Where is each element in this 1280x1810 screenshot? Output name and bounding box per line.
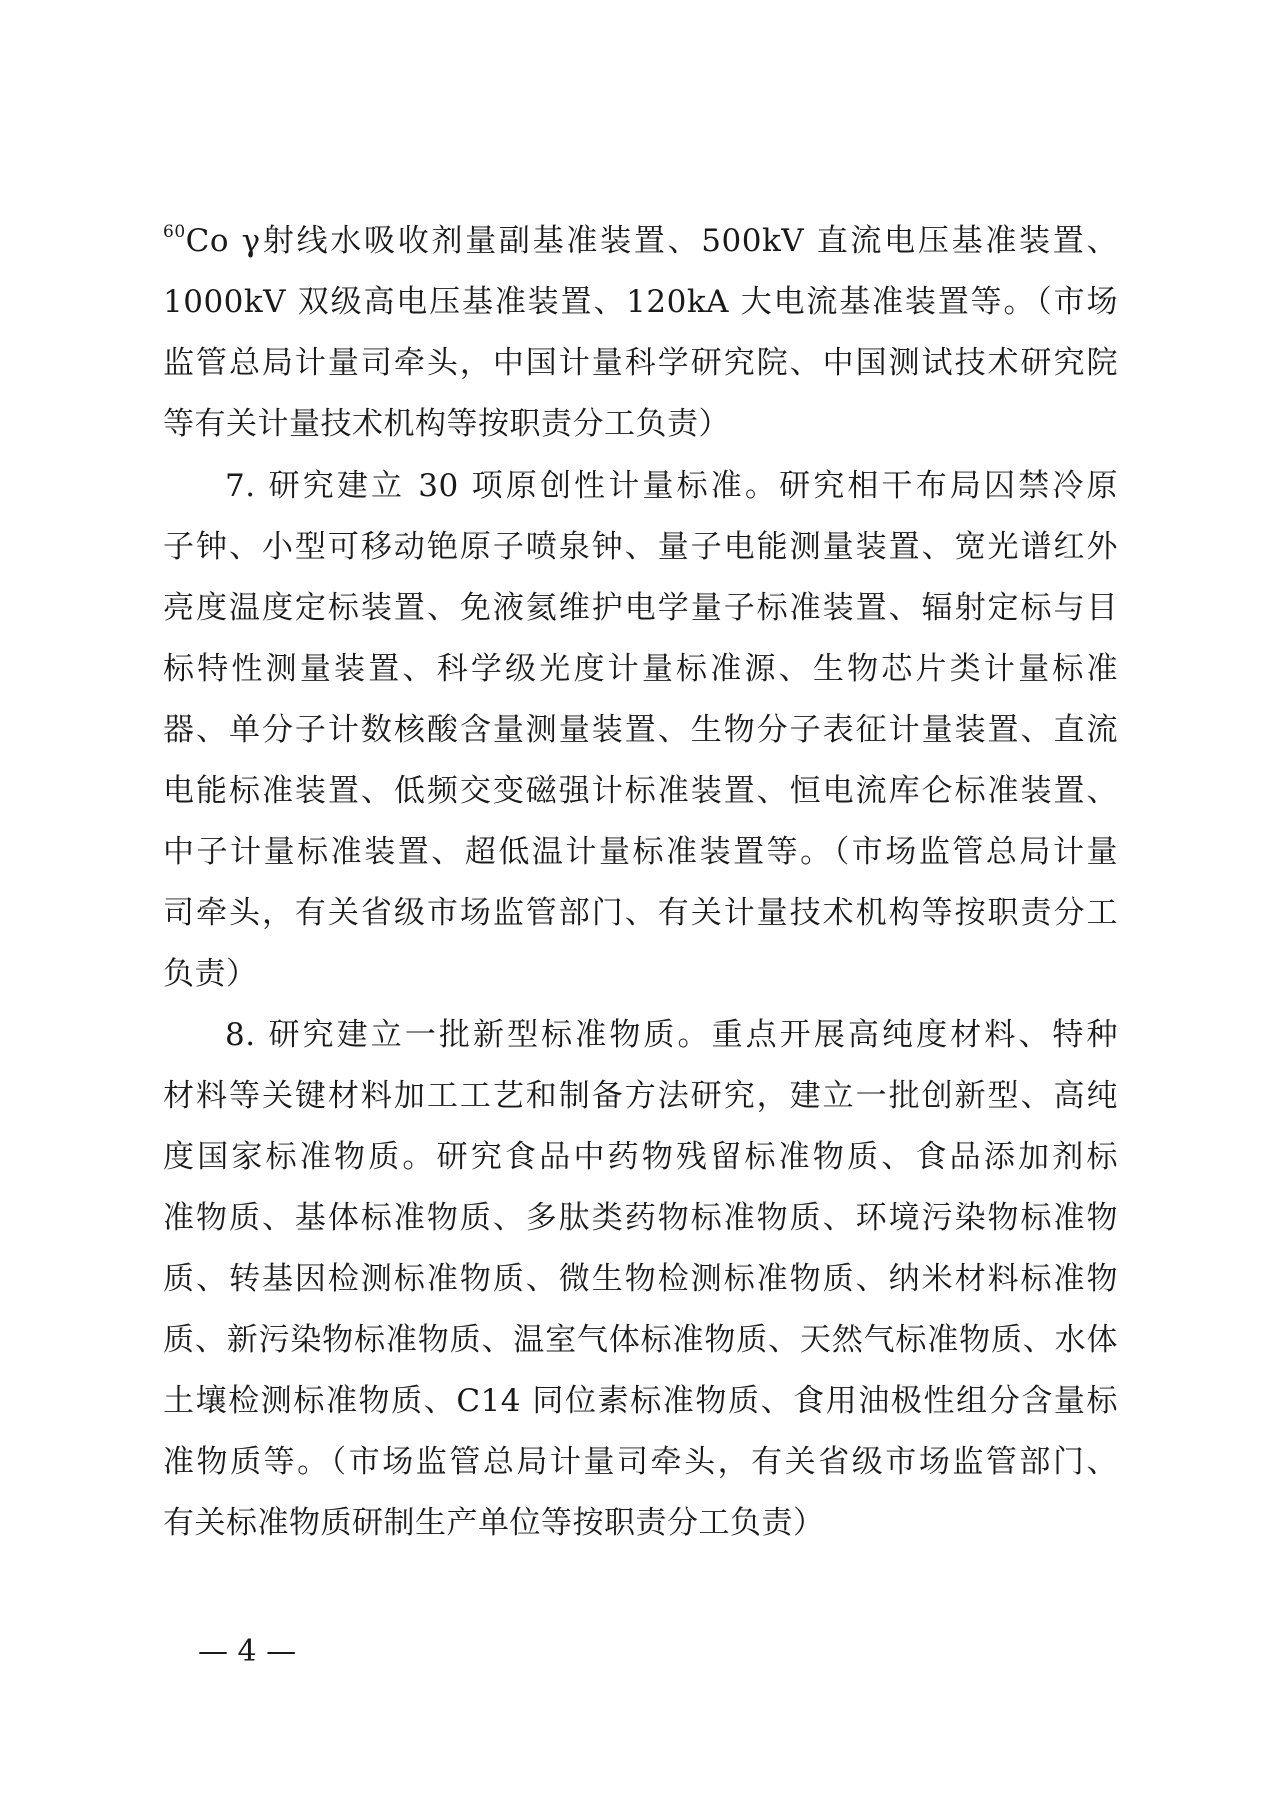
text-line-21: 准物质等。（市场监管总局计量司牵头，有关省级市场监管部门、 [163,1444,1118,1480]
text-line-2: 1000kV 双级高电压基准装置、120kA 大电流基准装置等。（市场 [163,284,1118,320]
text-line-20: 土壤检测标准物质、C14 同位素标准物质、食用油极性组分含量标 [163,1383,1118,1419]
text-line-12: 司牵头，有关省级市场监管部门、有关计量技术机构等按职责分工 [163,895,1118,931]
section-8-heading-line: 8. 研究建立一批新型标准物质。重点开展高纯度材料、特种 [225,1017,1118,1053]
section-7-heading-line: 7. 研究建立 30 项原创性计量标准。研究相干布局囚禁冷原 [225,468,1118,504]
text-line-9: 器、单分子计数核酸含量测量装置、生物分子表征计量装置、直流 [163,712,1118,748]
text-line-15: 材料等关键材料加工工艺和制备方法研究，建立一批创新型、高纯 [163,1078,1118,1114]
text-line-11: 中子计量标准装置、超低温计量标准装置等。（市场监管总局计量 [163,834,1118,870]
text-line-19: 质、新污染物标准物质、温室气体标准物质、天然气标准物质、水体 [163,1322,1118,1358]
text-line-7: 亮度温度定标装置、免液氦维护电学量子标准装置、辐射定标与目 [163,590,1118,626]
text-line-3: 监管总局计量司牵头，中国计量科学研究院、中国测试技术研究院 [163,345,1118,381]
text-line-16: 度国家标准物质。研究食品中药物残留标准物质、食品添加剂标 [163,1139,1118,1175]
text-line-17: 准物质、基体标准物质、多肽类药物标准物质、环境污染物标准物 [163,1200,1118,1236]
page-number: — 4 — [198,1634,297,1669]
text-line-18: 质、转基因检测标准物质、微生物检测标准物质、纳米材料标准物 [163,1261,1118,1297]
text-line-6: 子钟、小型可移动铯原子喷泉钟、量子电能测量装置、宽光谱红外 [163,529,1118,565]
text-line-13: 负责） [163,956,258,992]
text-line-4: 等有关计量技术机构等按职责分工负责） [163,406,730,442]
text-line-8: 标特性测量装置、科学级光度计量标准源、生物芯片类计量标准 [163,651,1118,687]
text-line-22: 有关标准物质研制生产单位等按职责分工负责） [163,1505,825,1541]
text-line-1 [163,221,1118,261]
text-line-1-body: Co γ射线水吸收剂量副基准装置、500kV 直流电压基准装置、 [185,223,1118,259]
superscript-mass-number: 60 [163,222,186,242]
text-line-10: 电能标准装置、低频交变磁强计标准装置、恒电流库仑标准装置、 [163,773,1118,809]
